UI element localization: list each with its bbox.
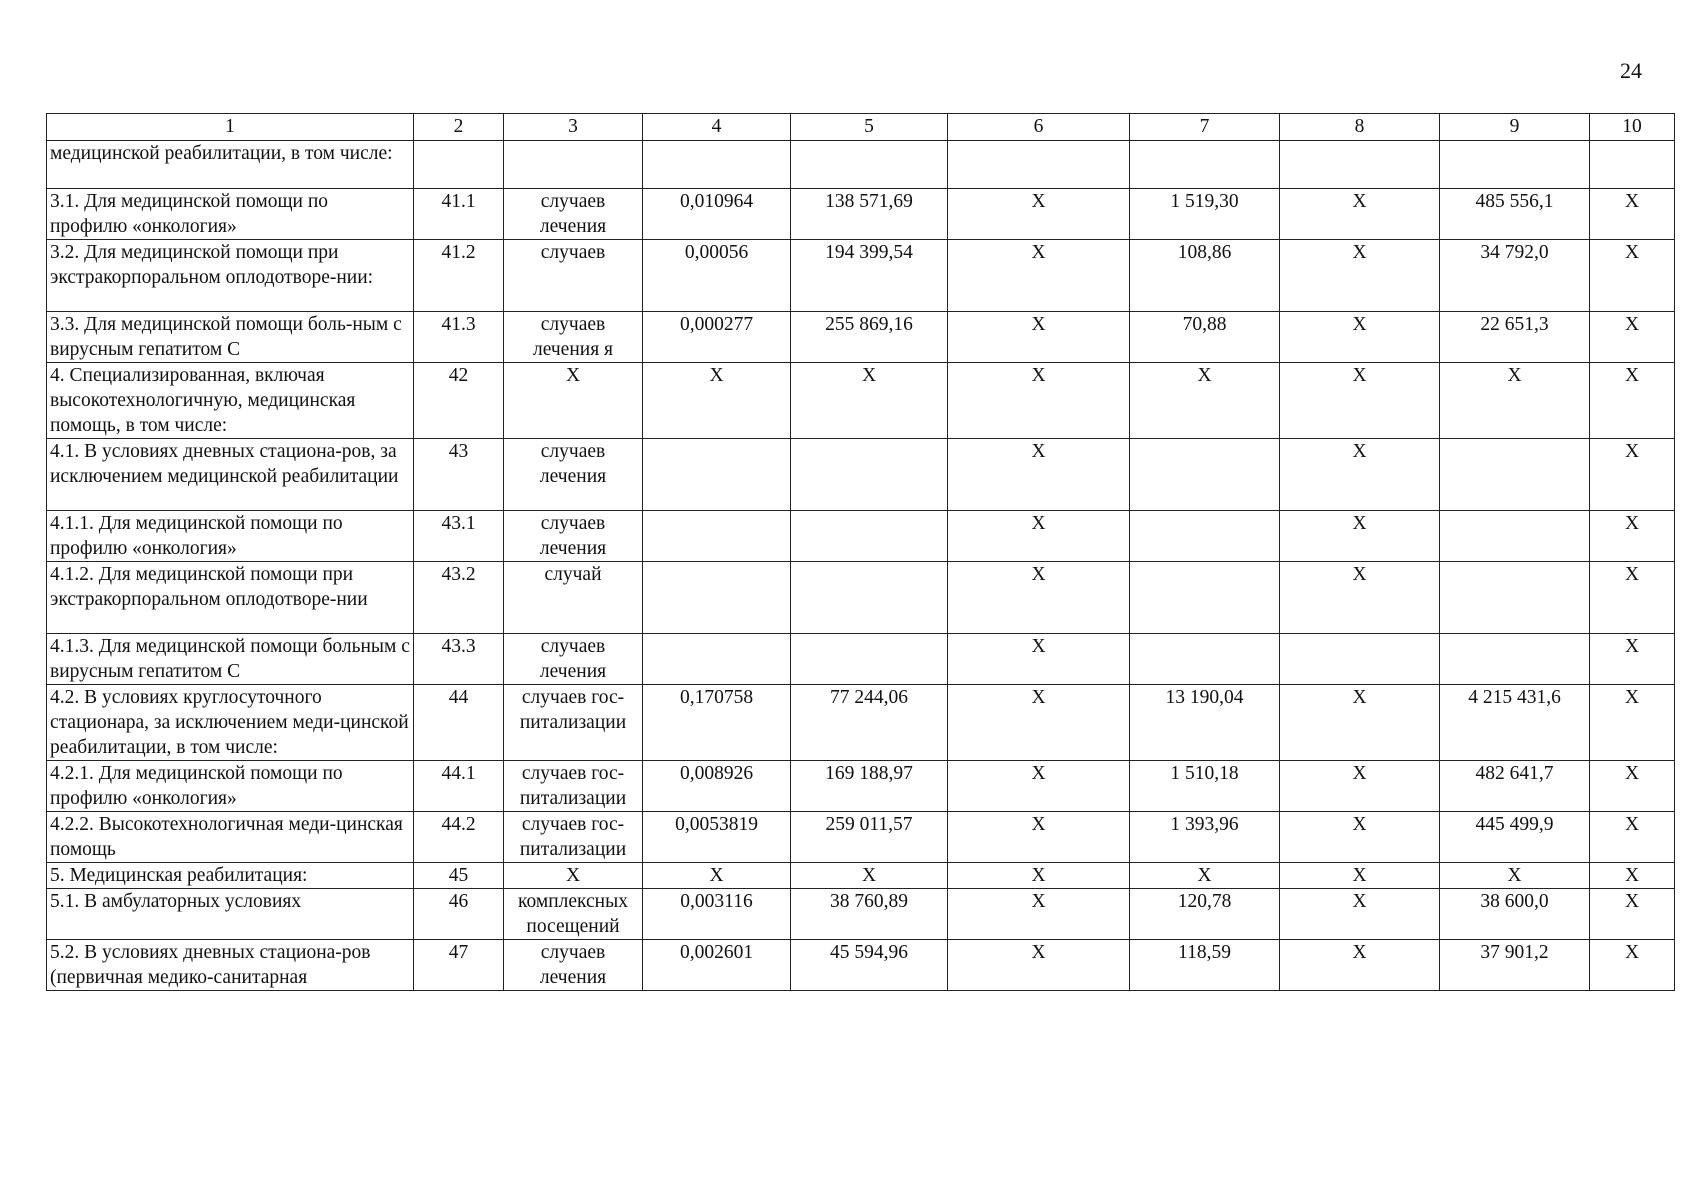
value-cell (1440, 562, 1590, 634)
value-cell (791, 634, 948, 685)
indicator-name-cell: 4. Специализированная, включая высокотехнологичную, медицинская помощь, в том числе: (47, 363, 414, 439)
value-cell: 38 760,89 (791, 889, 948, 940)
indicator-name-cell: 3.2. Для медицинской помощи при экстракорпоральном оплодотворе-нии: (47, 240, 414, 312)
header-row (47, 114, 1675, 141)
value-cell: 1 510,18 (1130, 761, 1280, 812)
value-cell: 259 011,57 (791, 812, 948, 863)
x-mark-cell: X (1280, 889, 1440, 940)
x-mark-cell: X (1590, 634, 1675, 685)
table-row (47, 685, 1675, 761)
x-mark-cell: X (1280, 685, 1440, 761)
value-cell (1590, 141, 1675, 189)
x-mark-cell: X (948, 439, 1130, 511)
value-cell (643, 439, 791, 511)
table-row (47, 240, 1675, 312)
indicator-name-cell: 4.1. В условиях дневных стациона-ров, за исключением медицинской реабилитации (47, 439, 414, 511)
x-mark-cell: X (791, 363, 948, 439)
x-mark-cell: X (1280, 189, 1440, 240)
value-cell (1280, 141, 1440, 189)
indicator-name-cell: 3.1. Для медицинской помощи по профилю «онкология» (47, 189, 414, 240)
x-mark-cell: X (948, 685, 1130, 761)
x-mark-cell: X (1440, 363, 1590, 439)
row-number-cell: 43 (414, 439, 504, 511)
row-number-cell: 41.1 (414, 189, 504, 240)
value-cell: 0,0053819 (643, 812, 791, 863)
value-cell: 482 641,7 (1440, 761, 1590, 812)
x-mark-cell: X (948, 634, 1130, 685)
value-cell (643, 562, 791, 634)
value-cell (643, 634, 791, 685)
unit-cell: случаев (504, 240, 643, 312)
value-cell (643, 511, 791, 562)
x-mark-cell: X (948, 562, 1130, 634)
unit-cell: случаев гос-питализации (504, 761, 643, 812)
value-cell (1440, 439, 1590, 511)
row-number-cell (414, 141, 504, 189)
indicator-name-cell: 4.2. В условиях круглосуточного стационара, за исключением меди-цинской реабилитации, в том числе: (47, 685, 414, 761)
value-cell (1130, 439, 1280, 511)
table-row (47, 562, 1675, 634)
value-cell: 45 594,96 (791, 940, 948, 991)
row-number-cell: 41.2 (414, 240, 504, 312)
data-table (46, 113, 1675, 991)
x-mark-cell: X (1590, 240, 1675, 312)
value-cell: 108,86 (1130, 240, 1280, 312)
x-mark-cell: X (1130, 363, 1280, 439)
value-cell: 138 571,69 (791, 189, 948, 240)
indicator-name-cell: 4.2.2. Высокотехнологичная меди-цинская помощь (47, 812, 414, 863)
value-cell: 0,010964 (643, 189, 791, 240)
value-cell (1130, 141, 1280, 189)
x-mark-cell: X (1280, 812, 1440, 863)
value-cell (1130, 562, 1280, 634)
header-cell: 1 (47, 114, 414, 141)
value-cell: 0,003116 (643, 889, 791, 940)
value-cell: 0,00056 (643, 240, 791, 312)
table-row (47, 439, 1675, 511)
table-row (47, 940, 1675, 991)
value-cell (791, 562, 948, 634)
value-cell: 0,170758 (643, 685, 791, 761)
x-mark-cell: X (1280, 562, 1440, 634)
header-cell: 6 (948, 114, 1130, 141)
x-mark-cell: X (948, 363, 1130, 439)
value-cell: 13 190,04 (1130, 685, 1280, 761)
x-mark-cell: X (1440, 863, 1590, 889)
x-mark-cell: X (1590, 863, 1675, 889)
x-mark-cell: X (1130, 863, 1280, 889)
x-mark-cell: X (1280, 439, 1440, 511)
x-mark-cell: X (1590, 312, 1675, 363)
x-mark-cell: X (1590, 511, 1675, 562)
value-cell (1440, 634, 1590, 685)
value-cell: 37 901,2 (1440, 940, 1590, 991)
table-row (47, 363, 1675, 439)
x-mark-cell: X (1280, 312, 1440, 363)
x-mark-cell: X (948, 812, 1130, 863)
value-cell: 70,88 (1130, 312, 1280, 363)
value-cell: 0,002601 (643, 940, 791, 991)
x-mark-cell: X (948, 761, 1130, 812)
value-cell: 485 556,1 (1440, 189, 1590, 240)
header-cell: 7 (1130, 114, 1280, 141)
indicator-name-cell: 4.2.1. Для медицинской помощи по профилю «онкология» (47, 761, 414, 812)
value-cell: 38 600,0 (1440, 889, 1590, 940)
x-mark-cell: X (791, 863, 948, 889)
x-mark-cell: X (1590, 812, 1675, 863)
row-number-cell: 43.1 (414, 511, 504, 562)
unit-cell: случаев лечения (504, 511, 643, 562)
value-cell: 120,78 (1130, 889, 1280, 940)
header-cell: 3 (504, 114, 643, 141)
x-mark-cell: X (643, 363, 791, 439)
indicator-name-cell: 4.1.3. Для медицинской помощи больным с вирусным гепатитом С (47, 634, 414, 685)
value-cell (791, 439, 948, 511)
value-cell (948, 141, 1130, 189)
x-mark-cell: X (1280, 761, 1440, 812)
value-cell: 255 869,16 (791, 312, 948, 363)
x-mark-cell: X (1280, 940, 1440, 991)
row-number-cell: 41.3 (414, 312, 504, 363)
row-number-cell: 46 (414, 889, 504, 940)
value-cell (1440, 511, 1590, 562)
indicator-name-cell: 5. Медицинская реабилитация: (47, 863, 414, 889)
table-row (47, 141, 1675, 189)
table-row (47, 863, 1675, 889)
x-mark-cell: X (1590, 940, 1675, 991)
row-number-cell: 47 (414, 940, 504, 991)
value-cell: 34 792,0 (1440, 240, 1590, 312)
value-cell: 169 188,97 (791, 761, 948, 812)
unit-cell: комплексных посещений (504, 889, 643, 940)
value-cell: 118,59 (1130, 940, 1280, 991)
x-mark-cell: X (1590, 685, 1675, 761)
table-row (47, 634, 1675, 685)
header-cell: 5 (791, 114, 948, 141)
table-row (47, 189, 1675, 240)
value-cell (1130, 634, 1280, 685)
page-number: 24 (1620, 58, 1642, 83)
unit-cell: случаев гос-питализации (504, 685, 643, 761)
row-number-cell: 43.3 (414, 634, 504, 685)
x-mark-cell: X (1590, 761, 1675, 812)
x-mark-cell: X (948, 889, 1130, 940)
value-cell (1130, 511, 1280, 562)
x-mark-cell: X (948, 189, 1130, 240)
table-row (47, 511, 1675, 562)
x-mark-cell: X (1280, 511, 1440, 562)
table-row (47, 312, 1675, 363)
value-cell: 0,000277 (643, 312, 791, 363)
table-row (47, 812, 1675, 863)
x-mark-cell: X (948, 863, 1130, 889)
unit-cell: случаев гос-питализации (504, 812, 643, 863)
x-mark-cell: X (1590, 562, 1675, 634)
unit-cell: случаев лечения я (504, 312, 643, 363)
x-mark-cell: X (948, 312, 1130, 363)
table-row (47, 889, 1675, 940)
unit-cell: случаев лечения (504, 439, 643, 511)
value-cell (1440, 141, 1590, 189)
x-mark-cell: X (1590, 439, 1675, 511)
table-header (47, 114, 1675, 141)
value-cell: 445 499,9 (1440, 812, 1590, 863)
value-cell: 0,008926 (643, 761, 791, 812)
x-mark-cell: X (1280, 363, 1440, 439)
x-mark-cell: X (948, 940, 1130, 991)
x-mark-cell: X (1280, 863, 1440, 889)
value-cell: 22 651,3 (1440, 312, 1590, 363)
value-cell (643, 141, 791, 189)
row-number-cell: 44.2 (414, 812, 504, 863)
x-mark-cell: X (1590, 889, 1675, 940)
header-cell: 9 (1440, 114, 1590, 141)
table-row (47, 761, 1675, 812)
unit-cell: случаев лечения (504, 189, 643, 240)
indicator-name-cell: 5.2. В условиях дневных стациона-ров (первичная медико-санитарная (47, 940, 414, 991)
value-cell: 1 393,96 (1130, 812, 1280, 863)
unit-cell: случаев лечения (504, 634, 643, 685)
unit-cell: случаев лечения (504, 940, 643, 991)
row-number-cell: 43.2 (414, 562, 504, 634)
unit-cell: случай (504, 562, 643, 634)
table-body (47, 141, 1675, 991)
unit-cell: X (504, 863, 643, 889)
value-cell: 1 519,30 (1130, 189, 1280, 240)
header-cell: 8 (1280, 114, 1440, 141)
row-number-cell: 42 (414, 363, 504, 439)
x-mark-cell: X (1590, 189, 1675, 240)
value-cell: 194 399,54 (791, 240, 948, 312)
x-mark-cell: X (948, 511, 1130, 562)
header-cell: 10 (1590, 114, 1675, 141)
x-mark-cell: X (1590, 363, 1675, 439)
x-mark-cell: X (643, 863, 791, 889)
value-cell: 77 244,06 (791, 685, 948, 761)
unit-cell: X (504, 363, 643, 439)
value-cell (1280, 634, 1440, 685)
value-cell (791, 141, 948, 189)
header-cell: 4 (643, 114, 791, 141)
header-cell: 2 (414, 114, 504, 141)
row-number-cell: 45 (414, 863, 504, 889)
indicator-name-cell: 5.1. В амбулаторных условиях (47, 889, 414, 940)
value-cell: 4 215 431,6 (1440, 685, 1590, 761)
indicator-name-cell: медицинской реабилитации, в том числе: (47, 141, 414, 189)
x-mark-cell: X (1280, 240, 1440, 312)
row-number-cell: 44.1 (414, 761, 504, 812)
indicator-name-cell: 4.1.2. Для медицинской помощи при экстракорпоральном оплодотворе-нии (47, 562, 414, 634)
value-cell (791, 511, 948, 562)
row-number-cell: 44 (414, 685, 504, 761)
indicator-name-cell: 4.1.1. Для медицинской помощи по профилю «онкология» (47, 511, 414, 562)
unit-cell (504, 141, 643, 189)
indicator-name-cell: 3.3. Для медицинской помощи боль-ным с вирусным гепатитом С (47, 312, 414, 363)
x-mark-cell: X (948, 240, 1130, 312)
